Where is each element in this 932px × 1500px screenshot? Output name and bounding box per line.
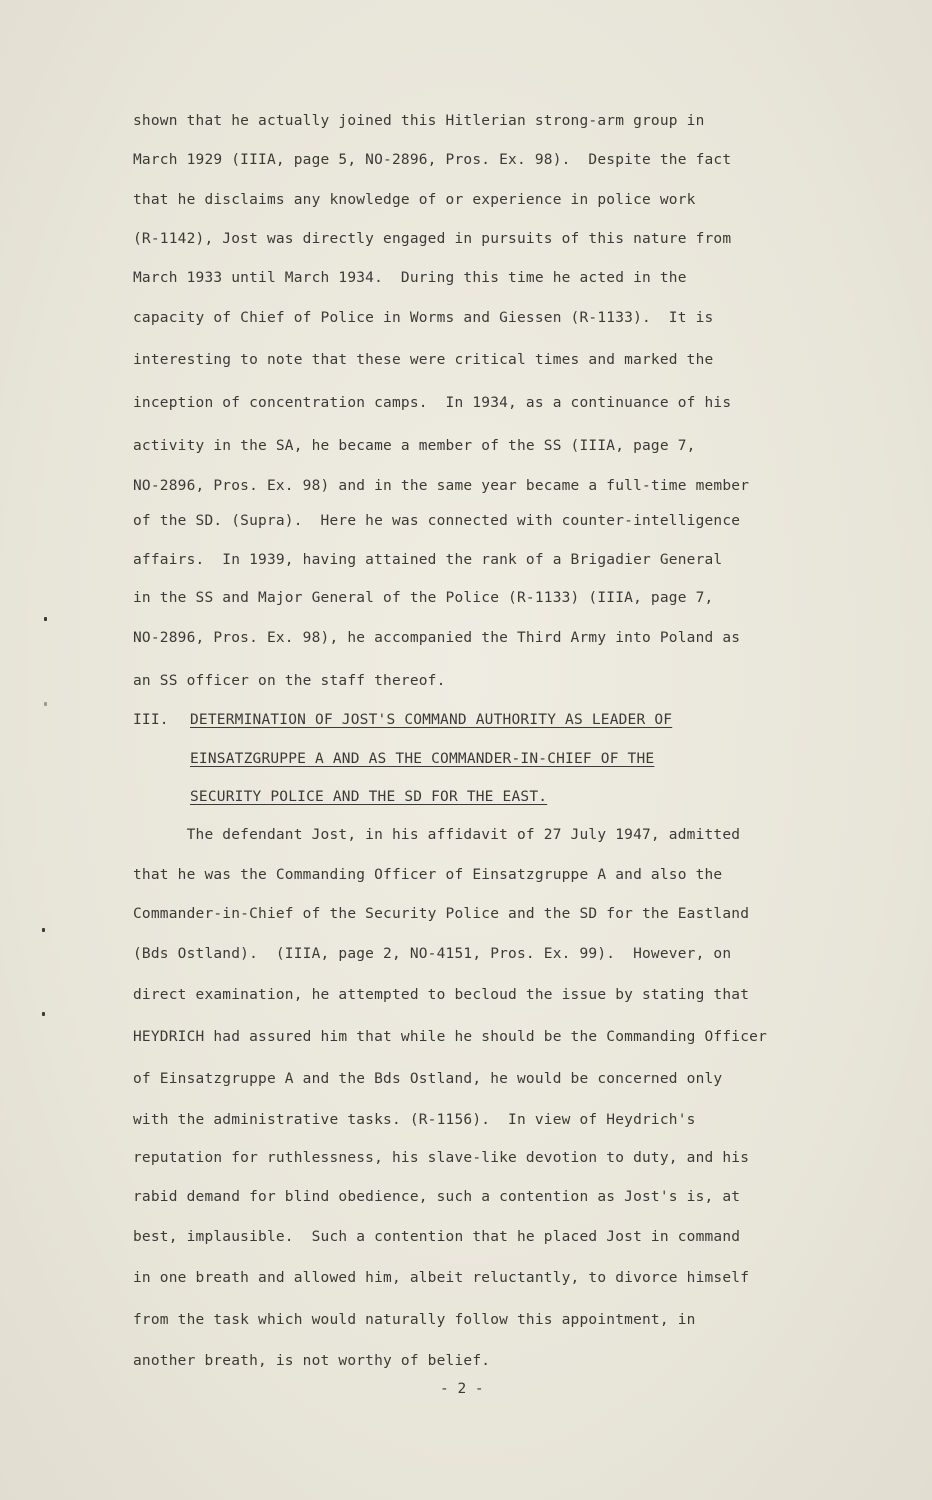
- scan-speck: [42, 1012, 45, 1016]
- paragraph-line: HEYDRICH had assured him that while he should be the Commanding Officer: [133, 1029, 768, 1045]
- paragraph-line: another breath, is not worthy of belief.: [133, 1353, 491, 1369]
- paragraph-line: from the task which would naturally follow this appointment, in: [133, 1312, 696, 1328]
- text-line: shown that he actually joined this Hitlerian strong-arm group in: [133, 113, 705, 129]
- section-heading-line: DETERMINATION OF JOST'S COMMAND AUTHORITY AS LEADER OF: [190, 712, 673, 728]
- text-line: in the SS and Major General of the Police (R-1133) (IIIA, page 7,: [133, 590, 714, 606]
- page-number: - 2 -: [440, 1381, 484, 1397]
- paragraph-line: with the administrative tasks. (R-1156). In view of Heydrich's: [133, 1112, 696, 1128]
- section-heading-line: EINSATZGRUPPE A AND AS THE COMMANDER-IN-CHIEF OF THE: [190, 751, 655, 767]
- scan-speck: [44, 702, 47, 706]
- text-line: activity in the SA, he became a member of the SS (IIIA, page 7,: [133, 438, 696, 454]
- text-line: interesting to note that these were critical times and marked the: [133, 352, 714, 368]
- text-line: of the SD. (Supra). Here he was connected with counter-intelligence: [133, 513, 741, 529]
- scan-speck: [42, 928, 45, 932]
- text-line: March 1933 until March 1934. During this time he acted in the: [133, 270, 687, 286]
- text-line: NO-2896, Pros. Ex. 98), he accompanied the Third Army into Poland as: [133, 630, 741, 646]
- paragraph-line: best, implausible. Such a contention that he placed Jost in command: [133, 1229, 741, 1245]
- paragraph-line: that he was the Commanding Officer of Einsatzgruppe A and also the: [133, 867, 723, 883]
- scan-speck: [44, 617, 47, 621]
- paragraph-line: Commander-in-Chief of the Security Police and the SD for the Eastland: [133, 906, 750, 922]
- section-number: III.: [133, 712, 169, 728]
- section-heading-line: SECURITY POLICE AND THE SD FOR THE EAST.: [190, 789, 548, 805]
- text-line: that he disclaims any knowledge of or experience in police work: [133, 192, 696, 208]
- text-line: March 1929 (IIIA, page 5, NO-2896, Pros. Ex. 98). Despite the fact: [133, 152, 732, 168]
- text-line: affairs. In 1939, having attained the rank of a Brigadier General: [133, 552, 723, 568]
- text-line: an SS officer on the staff thereof.: [133, 673, 446, 689]
- text-line: NO-2896, Pros. Ex. 98) and in the same year became a full-time member: [133, 478, 750, 494]
- text-line: inception of concentration camps. In 1934, as a continuance of his: [133, 395, 732, 411]
- text-line: capacity of Chief of Police in Worms and Giessen (R-1133). It is: [133, 310, 714, 326]
- paragraph-line: of Einsatzgruppe A and the Bds Ostland, he would be concerned only: [133, 1071, 723, 1087]
- text-line: (R-1142), Jost was directly engaged in pursuits of this nature from: [133, 231, 732, 247]
- paragraph-line: in one breath and allowed him, albeit reluctantly, to divorce himself: [133, 1270, 750, 1286]
- paragraph-line: (Bds Ostland). (IIIA, page 2, NO-4151, Pros. Ex. 99). However, on: [133, 946, 732, 962]
- paragraph-line: reputation for ruthlessness, his slave-like devotion to duty, and his: [133, 1150, 750, 1166]
- paragraph-line: direct examination, he attempted to becloud the issue by stating that: [133, 987, 750, 1003]
- paragraph-line: The defendant Jost, in his affidavit of 27 July 1947, admitted: [133, 827, 741, 843]
- paragraph-line: rabid demand for blind obedience, such a contention as Jost's is, at: [133, 1189, 741, 1205]
